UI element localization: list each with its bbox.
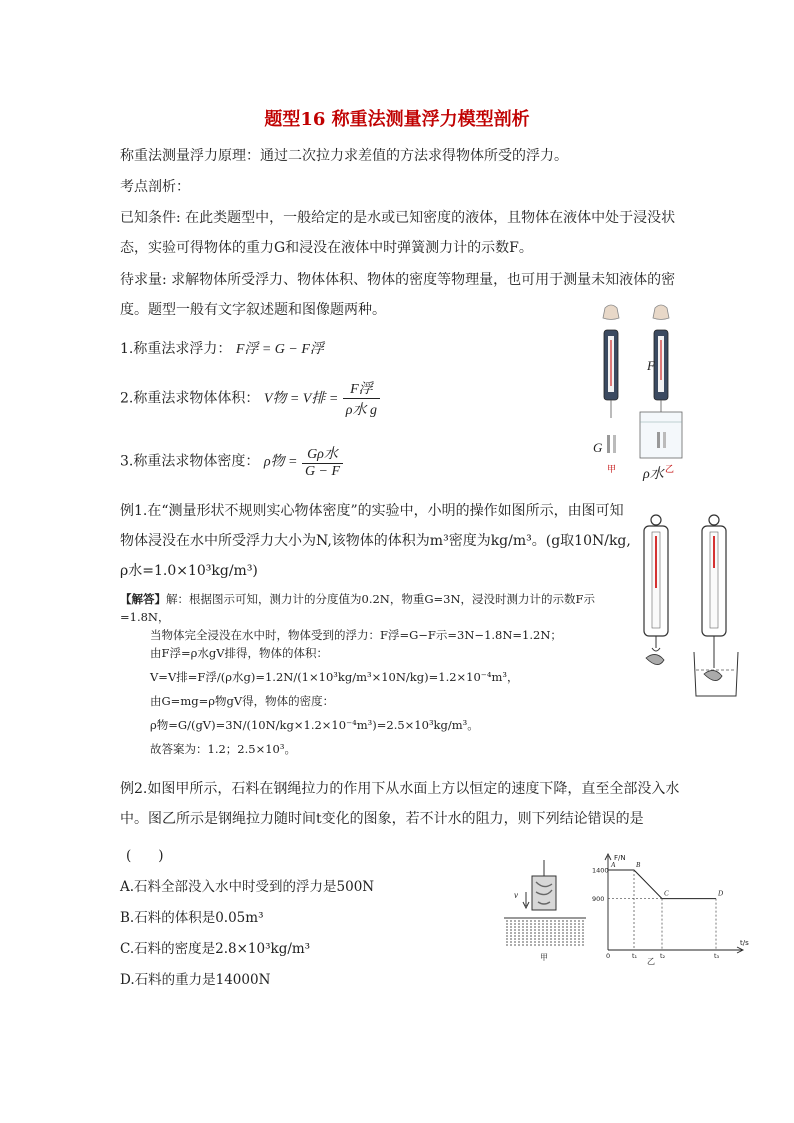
stone-figure (502, 858, 592, 963)
formula-3-fraction (302, 443, 343, 480)
point-label-D: D (718, 889, 724, 898)
force-time-chart (592, 850, 752, 968)
x-tick-0: 0 (606, 952, 611, 960)
point-label-B: B (636, 861, 641, 869)
x-tick-1: t₁ (632, 952, 638, 960)
scale-in-water (694, 515, 738, 696)
answer-line-4: V=V排=F浮/(ρ水g)=1.2N/(1×10³kg/m³×10N/kg)=1.2×10⁻⁴m³， (150, 670, 519, 684)
formula-buoyancy (120, 338, 324, 358)
answer-tag: 【解答】 (120, 592, 166, 606)
formula-3-lhs: ρ物 = (263, 454, 298, 470)
option-c: C.石料的密度是2.8×10³kg/m³ (120, 941, 311, 957)
x-tick-2: t₂ (660, 952, 666, 960)
formula-2-numerator: F浮 (343, 378, 380, 399)
example-1-figure (636, 510, 746, 700)
formula-2-denominator: ρ水 g (345, 403, 377, 418)
formula-3-denominator: G − F (304, 464, 341, 479)
formula-volume (120, 378, 380, 419)
analysis-heading: 考点剖析： (120, 179, 190, 195)
label-jia: 甲 (607, 465, 617, 475)
formula-2-label: 2.称重法求物体体积： (120, 390, 260, 407)
y-tick-1400: 1400 (592, 866, 609, 875)
answer-line-1: 【解答】解：根据图示可知，测力计的分度值为0.2N，物重G=3N，浸没时测力计的示数F示=1.8N， (120, 592, 596, 624)
example-2-paren: ( ) (126, 848, 164, 864)
answer-line-3: 由F浮=ρ水gV排得，物体的体积： (150, 646, 329, 660)
page-title: 题型16 称重法测量浮力模型剖析 (264, 109, 530, 130)
y-axis-label: F/N (614, 854, 626, 862)
example-2-text: 例2.如图甲所示，石料在钢绳拉力的作用下从水面上方以恒定的速度下降，直至全部没入水中。图乙所示是钢绳拉力随时间t变化的图象，若不计水的阻力，则下列结论错误的是 (120, 781, 680, 827)
label-velocity: v (514, 890, 518, 900)
formula-1-label: 1.称重法求浮力： (120, 341, 232, 357)
point-label-A: A (611, 861, 616, 869)
answer-line-7: 故答案为：1.2；2.5×10³。 (150, 742, 296, 756)
formula-3-label: 3.称重法求物体密度： (120, 453, 260, 470)
scale-in-air (644, 515, 668, 665)
answer-line-2: 当物体完全浸没在水中时，物体受到的浮力：F浮=G−F示=3N−1.8N=1.2N； (150, 628, 562, 642)
label-rho-water: ρ水 (643, 467, 664, 482)
formula-2-lhs: V物 = V排 = (263, 391, 339, 407)
answer-line-6: ρ物=G/(gV)=3N/(10N/kg×1.2×10⁻⁴m³)=2.5×10³kg/m³。 (150, 718, 479, 732)
spring-scale-figure (585, 300, 695, 485)
formula-1-expr: F浮 = G − F浮 (235, 342, 324, 357)
option-d: D.石料的重力是14000N (120, 972, 271, 988)
spring-scale-left (603, 305, 619, 453)
label-jia-stone: 甲 (540, 953, 548, 962)
option-b: B.石料的体积是0.05m³ (120, 910, 264, 926)
x-axis-label: t/s (740, 939, 749, 947)
label-yi: 乙 (665, 465, 675, 475)
principle-text: 称重法测量浮力原理：通过二次拉力求差值的方法求得物体所受的浮力。 (120, 148, 568, 164)
label-f: F (647, 358, 655, 373)
known-conditions: 已知条件: 在此类题型中，一般给定的是水或已知密度的液体，且物体在液体中处于浸没状态，实验可得物体的重力G和浸没在液体中时弹簧测力计的示数F。 (120, 210, 676, 256)
example-1-answer (120, 590, 640, 758)
formula-density (120, 443, 343, 480)
answer-line-5: 由G=mg=ρ物gV得，物体的密度： (150, 694, 335, 708)
spring-scale-right (640, 305, 682, 458)
y-tick-900: 900 (592, 895, 605, 904)
x-tick-3: t₃ (714, 952, 720, 960)
unknown-quantities: 待求量: 求解物体所受浮力、物体体积、物体的密度等物理量，也可用于测量未知液体的密度。题型一般有文字叙述题和图像题两种。 (120, 272, 676, 318)
force-line (608, 870, 716, 899)
option-a: A.石料全部没入水中时受到的浮力是500N (120, 879, 375, 895)
example-1-text: 例1.在“测量形状不规则实心物体密度”的实验中，小明的操作如图所示，由图可知物体浸没在水中所受浮力大小为N,该物体的体积为m³密度为kg/m³。(g取10N/kg, ρ水=1.0×10³kg/m³) (120, 503, 631, 579)
label-yi-chart: 乙 (647, 957, 655, 966)
label-g: G (593, 440, 603, 455)
formula-3-numerator: Gρ水 (302, 443, 343, 464)
point-label-C: C (664, 889, 669, 898)
formula-2-fraction (343, 378, 380, 419)
